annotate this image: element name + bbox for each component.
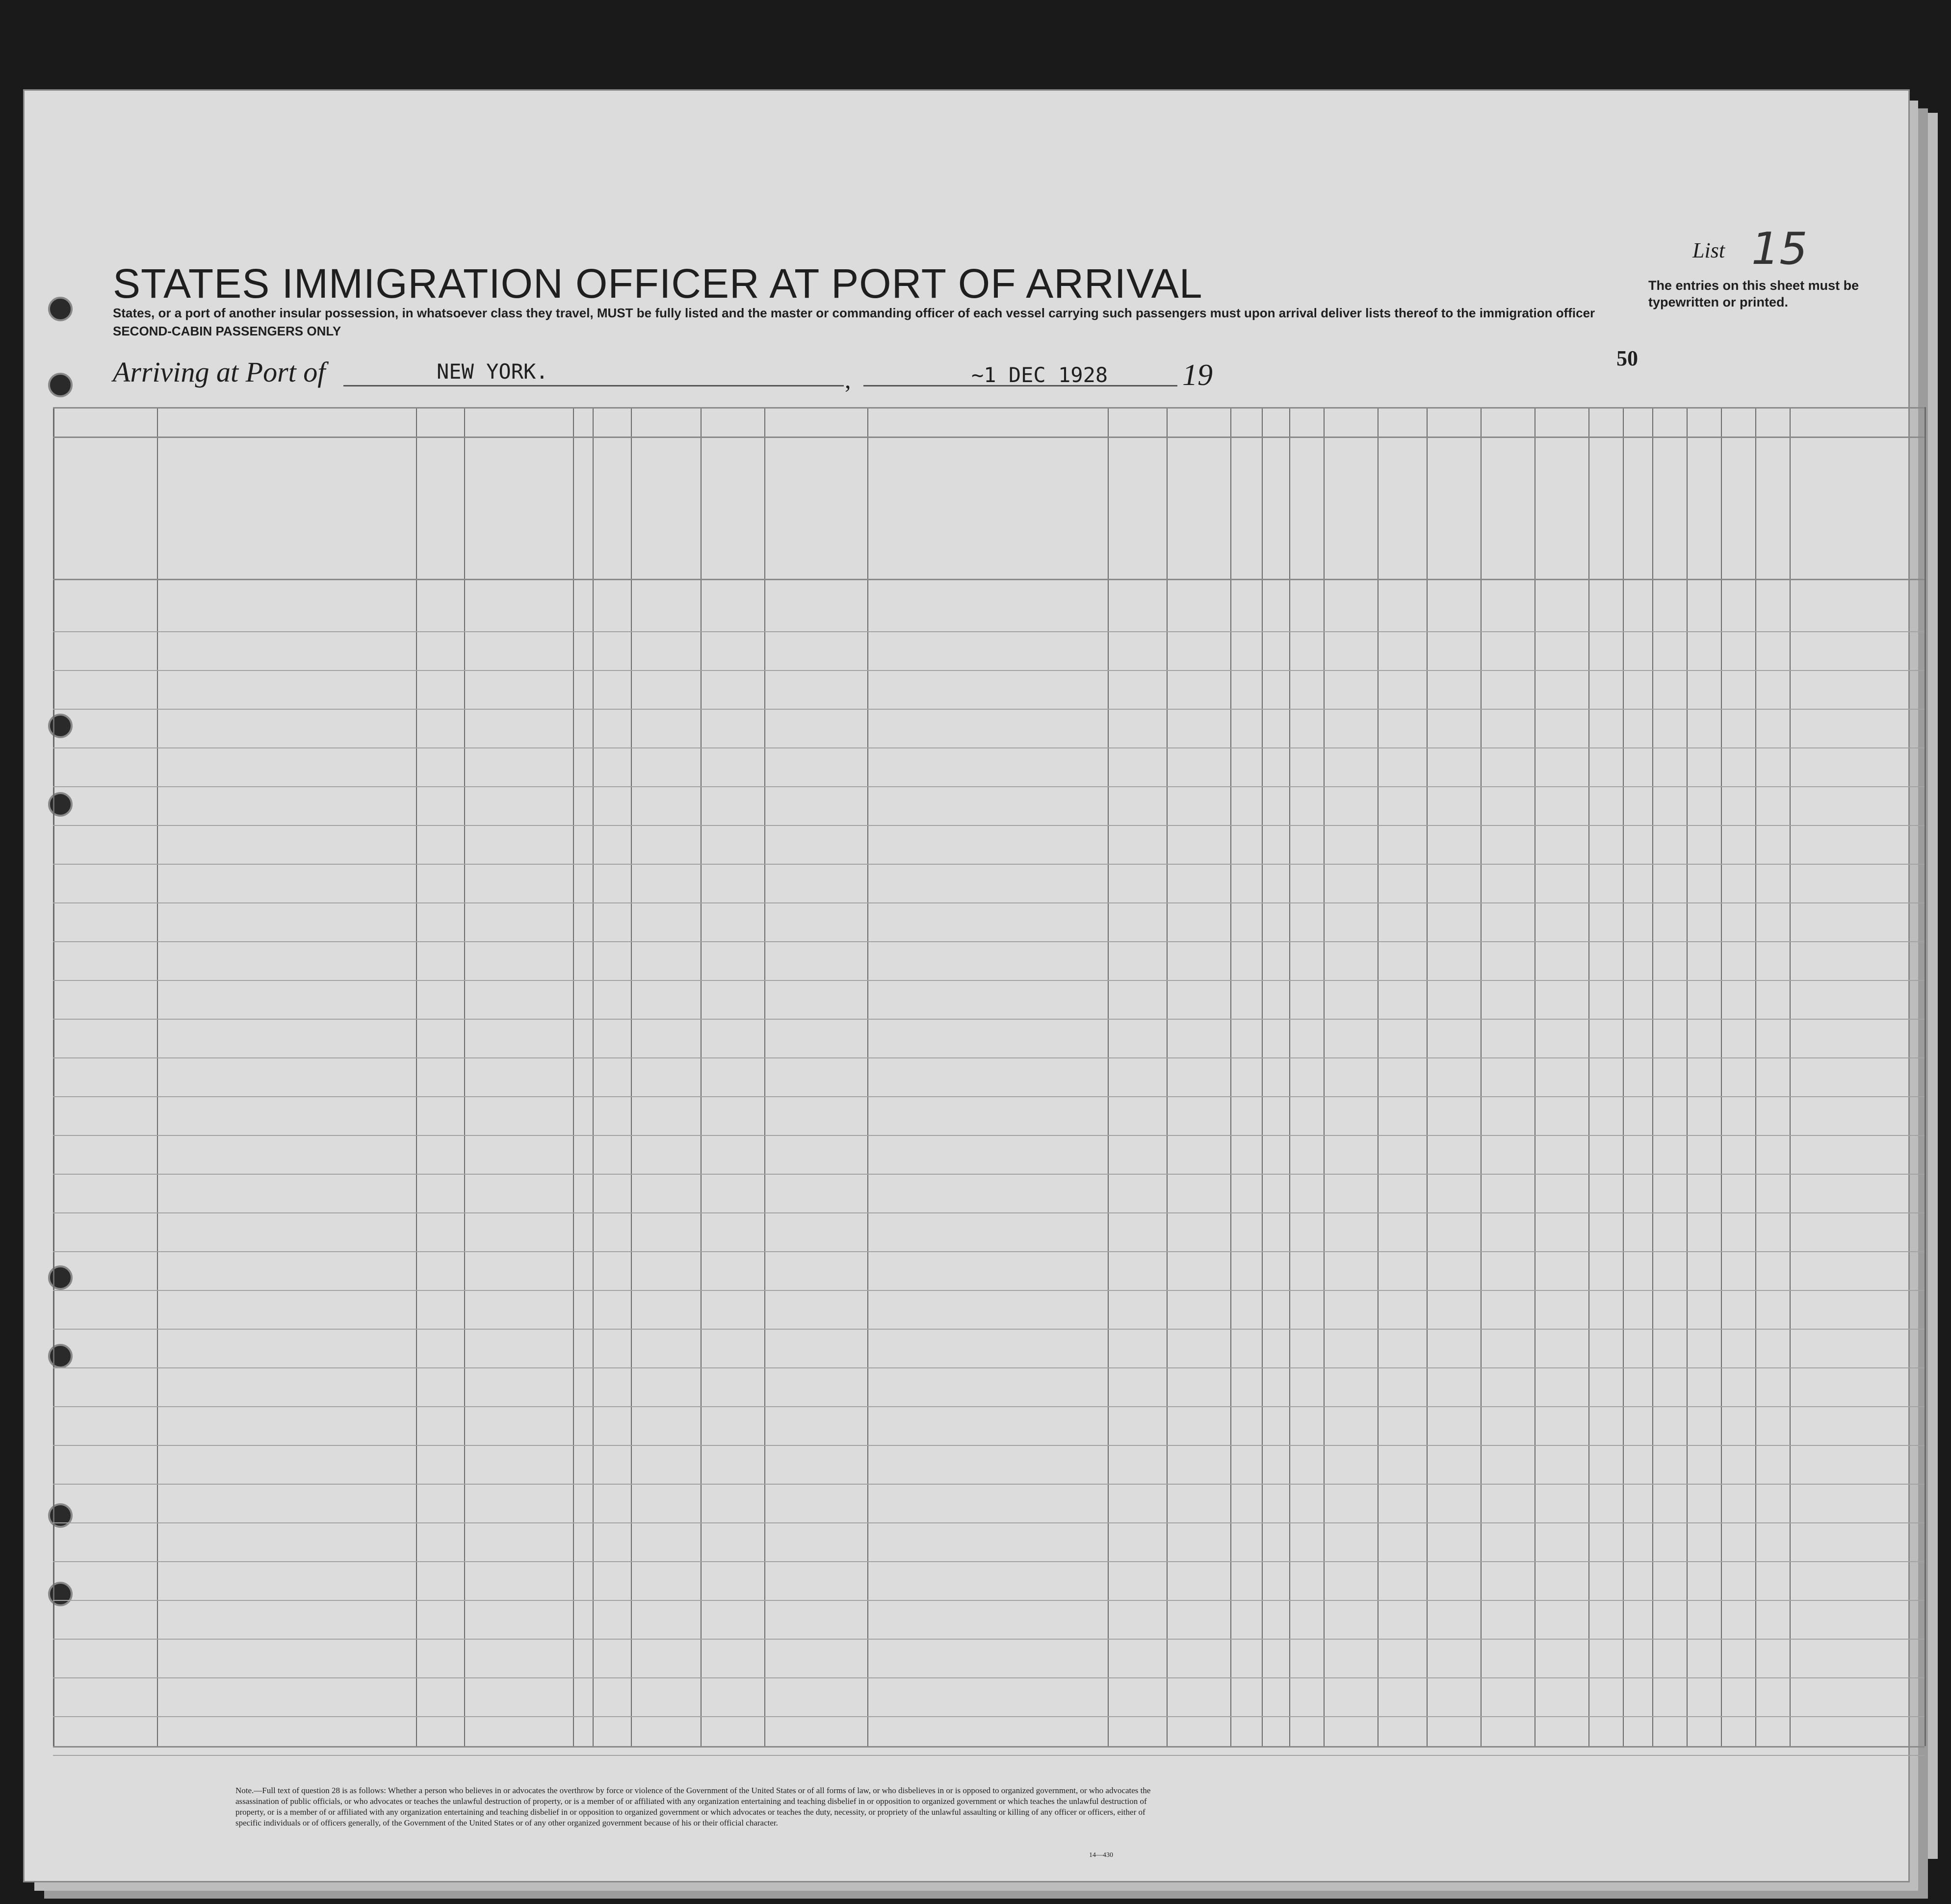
column-rule	[1623, 407, 1624, 1746]
list-number: 15	[1751, 223, 1808, 275]
column-rule	[464, 407, 465, 1746]
row-rule	[53, 1251, 1925, 1252]
header-rule	[53, 437, 1925, 438]
column-rule	[1427, 407, 1428, 1746]
column-rule	[1324, 407, 1325, 1746]
row-rule	[53, 1600, 1925, 1601]
arriving-label: Arriving at Port of	[113, 356, 326, 388]
column-rule	[1687, 407, 1688, 1746]
row-rule	[53, 980, 1925, 981]
port-underline	[343, 385, 844, 386]
sheet-number: 50	[1616, 346, 1638, 370]
column-rule	[1378, 407, 1379, 1746]
intro-text: States, or a port of another insular possession, in whatsoever class they travel, MUST be fully listed and the master or commanding officer of each vessel carrying such passengers must upon arrival deliver lists thereof to the immigration officer	[113, 306, 1595, 320]
row-rule	[53, 1639, 1925, 1640]
column-rule	[416, 407, 417, 1746]
row-rule	[53, 864, 1925, 865]
row-rule	[53, 1445, 1925, 1446]
column-rule	[573, 407, 574, 1746]
binder-hole-icon	[48, 297, 73, 321]
column-rule	[53, 407, 54, 1746]
list-label: List	[1692, 238, 1725, 262]
column-rule	[1230, 407, 1231, 1746]
row-rule	[53, 1019, 1925, 1020]
row-rule	[53, 1716, 1925, 1717]
column-rule	[1108, 407, 1109, 1746]
row-rule	[53, 709, 1925, 710]
row-rule	[53, 1212, 1925, 1213]
row-rule	[53, 1135, 1925, 1136]
column-rule	[1925, 407, 1926, 1746]
year-prefix: 19	[1182, 359, 1213, 392]
separator: ,	[845, 366, 851, 393]
port-name: NEW YORK.	[437, 360, 548, 384]
column-rule	[764, 407, 765, 1746]
table-bottom-rule	[53, 1746, 1925, 1748]
column-rule	[1721, 407, 1722, 1746]
column-rule	[1167, 407, 1168, 1746]
row-rule	[53, 1096, 1925, 1097]
row-rule	[53, 786, 1925, 787]
row-rule	[53, 670, 1925, 671]
row-rule	[53, 1484, 1925, 1485]
column-rule	[1481, 407, 1482, 1746]
column-rule	[1790, 407, 1791, 1746]
manifest-table	[53, 407, 1925, 1746]
arrival-date: ~1 DEC 1928	[971, 363, 1108, 387]
column-rule	[1652, 407, 1653, 1746]
row-rule	[53, 1329, 1925, 1330]
row-rule	[53, 631, 1925, 632]
row-rule	[53, 1057, 1925, 1058]
column-rule	[1588, 407, 1589, 1746]
row-rule	[53, 1561, 1925, 1562]
column-rule	[1289, 407, 1290, 1746]
cabin-class: SECOND-CABIN PASSENGERS ONLY	[113, 324, 341, 338]
footnote: Note.—Full text of question 28 is as follows: Whether a person who believes in or advocates the overthrow by force or violence of the Government of the United States or of all forms of law, or who disbelieves in or is opposed to organized government, or who advocates the assassination of public officials, or who advocates or teaches the unlawful destruction of property, or is a member of or affiliated with any organization entertaining and teaching disbelief in or opposition to organized government or which teaches the unlawful destruction of property, or is a member of or affiliated with any organization entertaining and teaching disbelief in or opposition to organized government or which advocates or teaches the duty, necessity, or propriety of the unlawful assaulting or killing of any officer or officers, either of specific individuals or of officers generally, of the Government of the United States or of any other organized government because of his or their official character.	[235, 1786, 1151, 1827]
row-rule	[53, 825, 1925, 826]
row-rule	[53, 747, 1925, 748]
column-rule	[1262, 407, 1263, 1746]
manifest-sheet	[25, 91, 1908, 1881]
header-rule	[53, 579, 1925, 580]
row-rule	[53, 1174, 1925, 1175]
column-rule	[631, 407, 632, 1746]
row-rule	[53, 1755, 1925, 1756]
entries-note: The entries on this sheet must be typewritten or printed.	[1648, 278, 1859, 309]
column-rule	[157, 407, 158, 1746]
column-rule	[593, 407, 594, 1746]
column-rule	[867, 407, 868, 1746]
form-number: 14—430	[1089, 1852, 1113, 1859]
row-rule	[53, 941, 1925, 942]
row-rule	[53, 1406, 1925, 1407]
row-rule	[53, 1367, 1925, 1368]
column-rule	[701, 407, 702, 1746]
row-rule	[53, 902, 1925, 903]
row-rule	[53, 1290, 1925, 1291]
row-rule	[53, 1677, 1925, 1678]
row-rule	[53, 1522, 1925, 1523]
binder-hole-icon	[48, 373, 73, 397]
header-rule	[53, 407, 1925, 409]
column-rule	[1755, 407, 1756, 1746]
page-title: STATES IMMIGRATION OFFICER AT PORT OF ARRIVAL	[113, 260, 1203, 307]
